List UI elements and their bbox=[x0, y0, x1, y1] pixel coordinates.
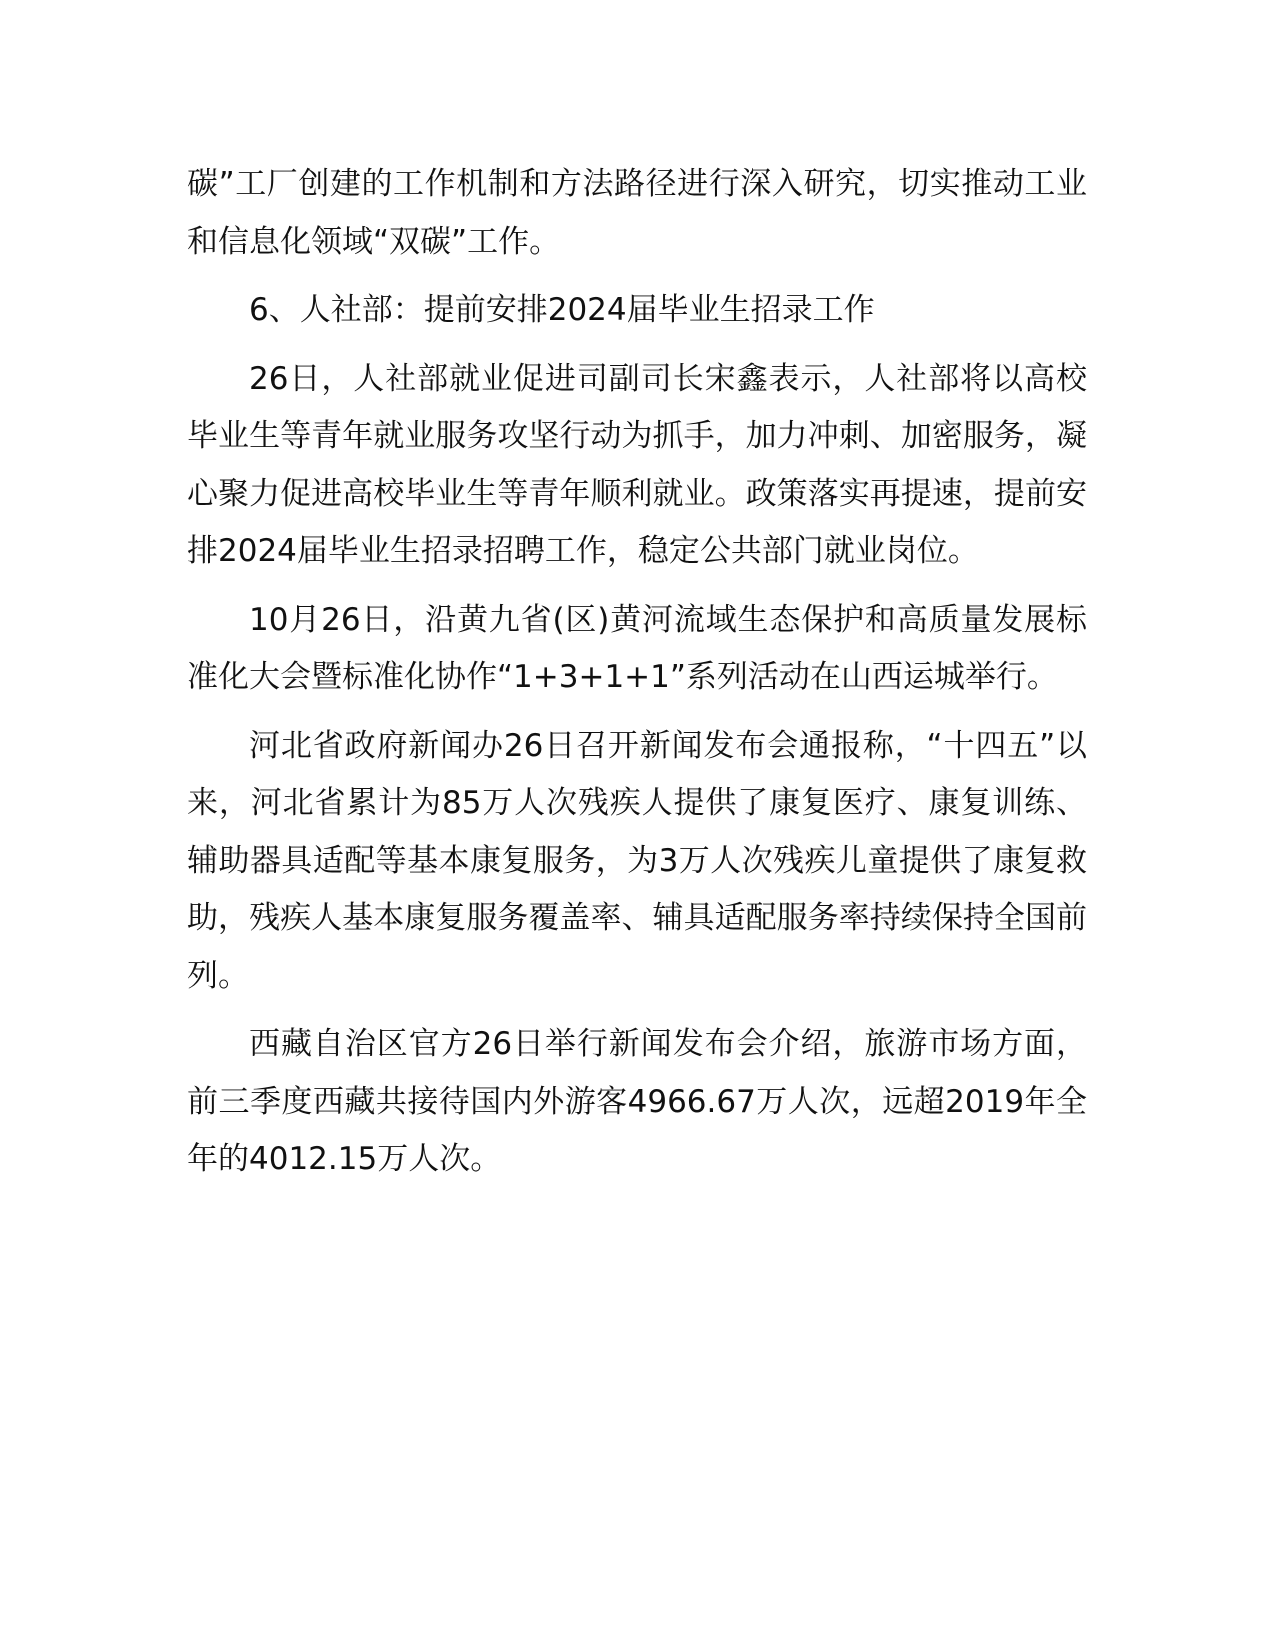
paragraph: 西藏自治区官方26日举行新闻发布会介绍，旅游市场方面，前三季度西藏共接待国内外游客4966.67万人次，远超2019年全年的4012.15万人次。 bbox=[187, 1026, 1087, 1177]
paragraph: 26日，人社部就业促进司副司长宋鑫表示，人社部将以高校毕业生等青年就业服务攻坚行动为抓手，加力冲刺、加密服务，凝心聚力促进高校毕业生等青年顺利就业。政策落实再提速，提前安排2024届毕业生招录招聘工作，稳定公共部门就业岗位。 bbox=[187, 360, 1087, 569]
paragraph: 河北省政府新闻办26日召开新闻发布会通报称，“十四五”以来，河北省累计为85万人次残疾人提供了康复医疗、康复训练、辅助器具适配等基本康复服务，为3万人次残疾儿童提供了康复救助，残疾人基本康复服务覆盖率、辅具适配服务率持续保持全国前列。 bbox=[187, 727, 1087, 994]
paragraph-continuation: 碳”工厂创建的工作机制和方法路径进行深入研究，切实推动工业和信息化领域“双碳”工作。 bbox=[187, 166, 1087, 260]
paragraph: 10月26日，沿黄九省(区)黄河流域生态保护和高质量发展标准化大会暨标准化协作“1+3+1+1”系列活动在山西运城举行。 bbox=[187, 601, 1087, 695]
document-body bbox=[187, 156, 1087, 1200]
section-heading: 6、人社部：提前安排2024届毕业生招录工作 bbox=[249, 292, 875, 328]
